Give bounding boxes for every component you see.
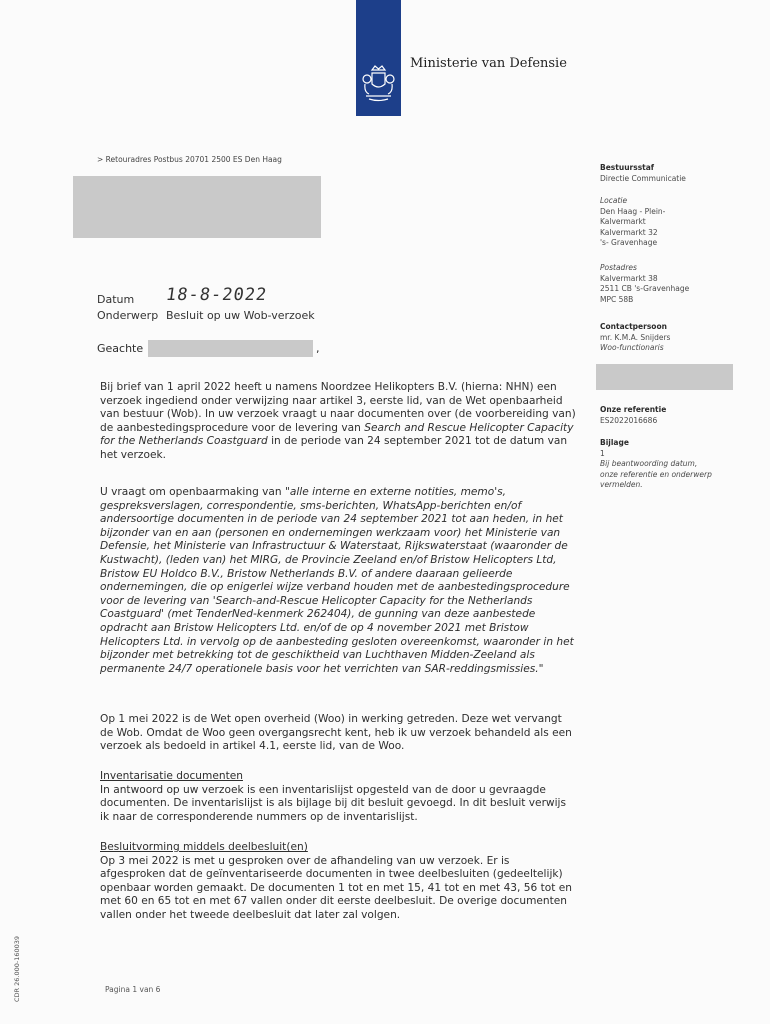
attachment-label: Bijlage	[600, 438, 629, 447]
sidebar-department	[600, 163, 760, 184]
handwritten-date: 18-8-2022	[164, 285, 269, 305]
section-inventory	[100, 770, 578, 824]
subject-label: Onderwerp	[97, 309, 159, 322]
subject-value: Besluit op uw Wob-verzoek	[166, 309, 315, 322]
coat-of-arms-icon	[361, 64, 396, 104]
postal-line: 2511 CB 's-Gravenhage	[600, 284, 690, 293]
sidebar-attachment	[600, 438, 760, 491]
redacted-address-block	[73, 176, 321, 238]
contact-label: Contactpersoon	[600, 322, 667, 331]
salutation-comma: ,	[316, 342, 320, 355]
department-name: Bestuursstaf	[600, 163, 655, 172]
document-code: CDR 26.000-160039	[13, 935, 21, 1003]
inventory-heading: Inventarisatie documenten	[100, 770, 243, 782]
sidebar-reference	[600, 405, 760, 426]
reference-value: ES2022016686	[600, 415, 658, 425]
postal-line: MPC 58B	[600, 294, 634, 304]
paragraph-intro	[100, 381, 578, 463]
woo-text: Op 1 mei 2022 is de Wet open overheid (Woo) in werking getreden. Deze wet vervangt de Wob. Omdat de Woo geen overgangsrecht kent, heb ik uw verzoek behandeld als een verzoek als bedoeld in artikel 4.1, eerste lid, van de Woo.	[100, 713, 572, 753]
datum-label: Datum	[97, 293, 135, 306]
intro-tender-title: Search and Rescue Helicopter Capacity for the Netherlands Coastguard	[100, 421, 574, 448]
paragraph-woo	[100, 713, 578, 754]
location-line: 's- Gravenhage	[600, 238, 658, 247]
intro-text: Bij brief van 1 april 2022 heeft u namens Noordzee Helikopters B.V. (hierna: NHN) een verzoek ingediend onder verwijzing naar artikel 3, eerste lid, van de Wet openbaarheid van bestuur (Wob). In uw verzoek vraagt u naar documenten over (de voorbereiding van) de aanbestedingsprocedure voor de levering van	[100, 381, 576, 434]
inventory-text: In antwoord op uw verzoek is een inventarislijst opgesteld van de door u gevraagde documenten. De inventarislijst is als bijlage bij dit besluit gevoegd. In dit besluit verwijs ik naar de corresponderende nummers op de inventarislijst.	[100, 783, 566, 823]
return-address: > Retouradres Postbus 20701 2500 ES Den Haag	[97, 155, 282, 164]
redacted-recipient-name	[148, 340, 313, 357]
attachment-note: vermelden.	[600, 480, 643, 489]
location-label: Locatie	[600, 196, 628, 205]
postal-line: Kalvermarkt 38	[600, 273, 658, 283]
location-line: Kalvermarkt	[600, 217, 646, 226]
location-line: Den Haag - Plein-	[600, 206, 666, 216]
request-quote: alle interne en externe notities, memo's, gespreksverslagen, correspondentie, sms-berichten, WhatsApp-berichten en/of andersoortige documenten in de periode van 24 september 2021 tot aan heden, in het bijzonder van en aan (personen en ondernemingen werkzaam voor) het Ministerie van Defensie, het Ministerie van Infrastructuur & Waterstaat, Rijkswaterstaat (waaronder de Kustwacht), (leden van) het MIRG, de Provincie Zeeland en/of Bristow Helicopters Ltd, Bristow EU Holdco B.V., Bristow Netherlands B.V. of andere daaraan gelieerde ondernemingen, die op enigerlei wijze verband houden met de aanbestedingsprocedure voor de levering van 'Search-and-Rescue Helicopter Capacity for the Netherlands Coastguard' (met TenderNed-kenmerk 262404), de gunning van deze aanbestede opdracht aan Bristow Helicopters Ltd. en/of de op 4 november 2021 met Bristow Helicopters Ltd. in vervolg op de aanbesteding gesloten overeenkomst, waaronder in het bijzonder met betrekking tot de geschiktheid van Luchthaven Midden-Zeeland als permanente 24/7 operationele basis voor het verrichten van SAR-reddingsmissies."	[100, 486, 574, 675]
page-number: Pagina 1 van 6	[105, 985, 161, 994]
salutation: Geachte	[97, 342, 144, 355]
attachment-count: 1	[600, 448, 605, 458]
postal-label: Postadres	[600, 263, 637, 272]
contact-role: Woo-functionaris	[600, 343, 664, 352]
ministry-logo	[356, 0, 401, 116]
attachment-note: Bij beantwoording datum,	[600, 459, 698, 468]
redacted-contact-block	[596, 364, 733, 390]
sidebar-contact	[600, 322, 760, 354]
decisions-heading: Besluitvorming middels deelbesluit(en)	[100, 841, 308, 853]
reference-label: Onze referentie	[600, 405, 667, 414]
contact-name: mr. K.M.A. Snijders	[600, 332, 671, 342]
paragraph-request	[100, 486, 578, 676]
sidebar-postal	[600, 263, 760, 305]
ministry-name: Ministerie van Defensie	[410, 56, 567, 71]
section-decisions	[100, 841, 578, 923]
subdepartment-name: Directie Communicatie	[600, 173, 686, 183]
sidebar-location	[600, 196, 760, 249]
request-lead: U vraagt om openbaarmaking van "	[100, 486, 290, 498]
attachment-note: onze referentie en onderwerp	[600, 469, 712, 479]
decisions-text: Op 3 mei 2022 is met u gesproken over de afhandeling van uw verzoek. Er is afgesproken dat de geïnventariseerde documenten in twee deelbesluiten (gedeeltelijk) openbaar worden gemaakt. De documenten 1 tot en met 15, 41 tot en met 43, 56 tot en met 60 en 65 tot en met 67 vallen onder dit eerste deelbesluit. De overige documenten vallen onder het tweede deelbesluit dat later zal volgen.	[100, 854, 573, 921]
location-line: Kalvermarkt 32	[600, 227, 658, 237]
intro-end: in de periode van 24 september 2021 tot de datum van het verzoek.	[100, 435, 568, 461]
